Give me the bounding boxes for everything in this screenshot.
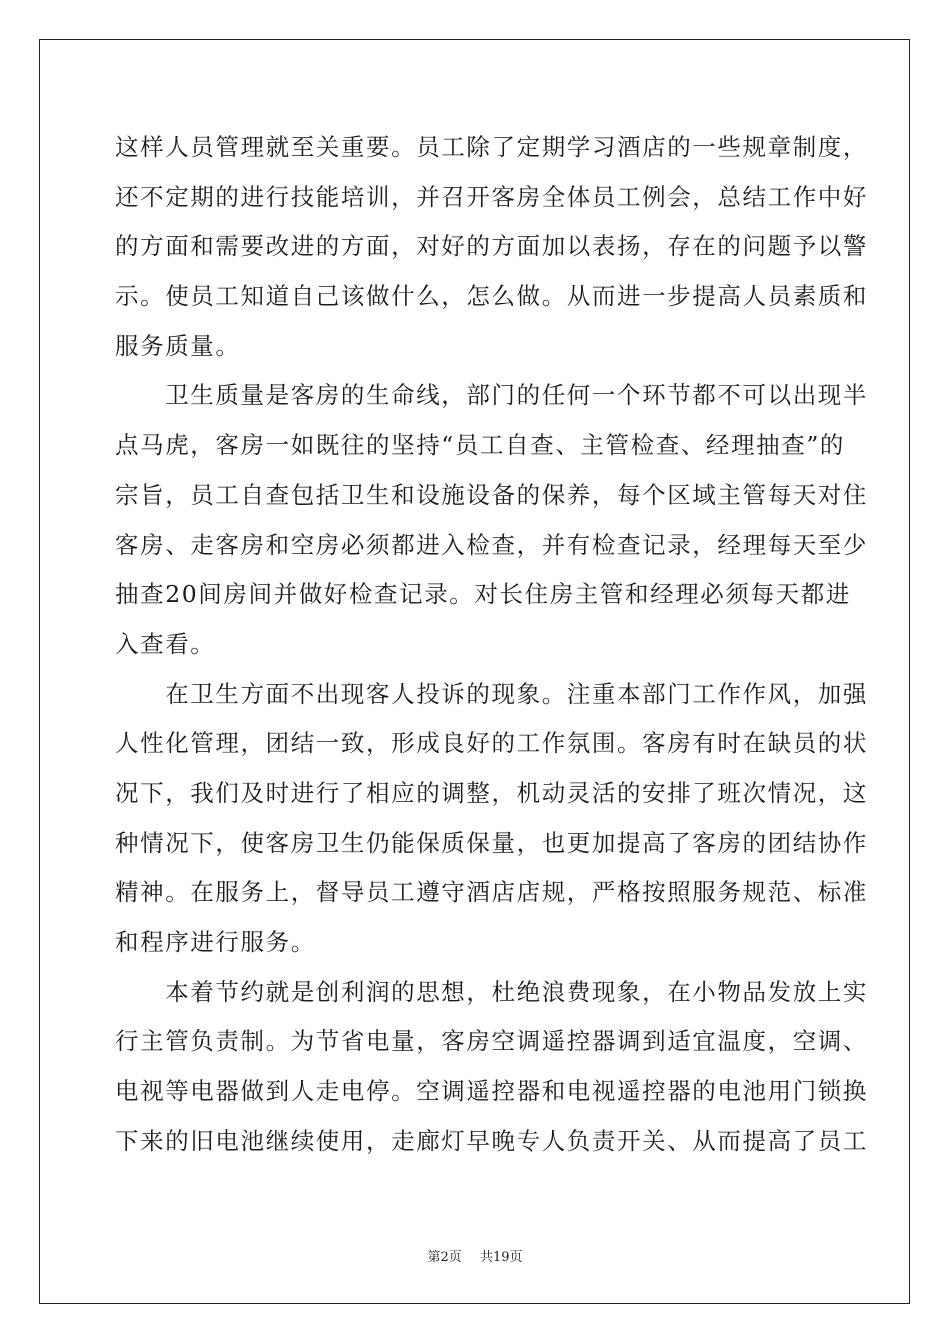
text-line: 电视等电器做到人走电停。空调遥控器和电视遥控器的电池用门锁换 — [115, 1077, 868, 1106]
text-line: 抽查20间房间并做好检查记录。对长住房主管和经理必须每天都进 — [115, 580, 851, 609]
text-line: 还不定期的进行技能培训，并召开客房全体员工例会，总结工作中好 — [115, 182, 868, 211]
text-line: 和程序进行服务。 — [115, 928, 316, 956]
page-number: 第2页 — [427, 1250, 462, 1265]
document-body — [115, 123, 868, 1166]
text-line: 宗旨，员工自查包括卫生和设施设备的保养，每个区域主管每天对住 — [115, 480, 868, 509]
text-line: 精神。在服务上，督导员工遵守酒店店规，严格按照服务规范、标准 — [115, 878, 868, 907]
text-line: 点马虎，客房一如既往的坚持“员工自查、主管检查、经理抽查”的 — [115, 431, 846, 460]
text-line: 行主管负责制。为节省电量，客房空调遥控器调到适宜温度，空调、 — [115, 1027, 868, 1056]
text-line: 本着节约就是创利润的思想，杜绝浪费现象，在小物品发放上实 — [115, 977, 868, 1006]
text-line: 种情况下，使客房卫生仍能保质保量，也更加提高了客房的团结协作 — [115, 828, 868, 857]
page-footer — [0, 1246, 950, 1265]
text-line: 人性化管理，团结一致，形成良好的工作氛围。客房有时在缺员的状 — [115, 729, 868, 758]
text-line: 下来的旧电池继续使用，走廊灯早晚专人负责开关、从而提高了员工 — [115, 1126, 868, 1155]
text-line: 服务质量。 — [115, 331, 241, 360]
text-line: 入查看。 — [115, 629, 216, 658]
text-line: 这样人员管理就至关重要。员工除了定期学习酒店的一些规章制度， — [115, 133, 868, 161]
text-line: 况下，我们及时进行了相应的调整，机动灵活的安排了班次情况，这 — [115, 778, 868, 807]
text-line: 示。使员工知道自己该做什么，怎么做。从而进一步提高人员素质和 — [115, 282, 868, 311]
text-line: 的方面和需要改进的方面，对好的方面加以表扬，存在的问题予以警 — [115, 232, 868, 261]
text-line: 卫生质量是客房的生命线，部门的任何一个环节都不可以出现半 — [115, 381, 868, 410]
text-line: 在卫生方面不出现客人投诉的现象。注重本部门工作作风，加强 — [115, 679, 868, 708]
page-total: 共19页 — [479, 1250, 523, 1265]
text-line: 客房、走客房和空房必须都进入检查，并有检查记录，经理每天至少 — [115, 530, 868, 559]
